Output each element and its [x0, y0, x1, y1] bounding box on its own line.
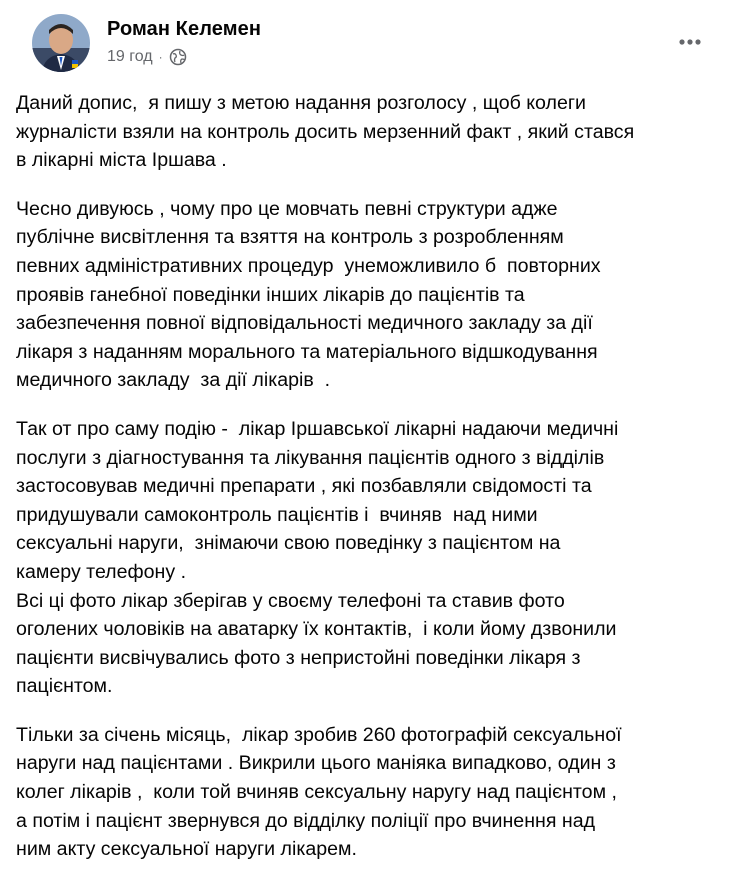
post-paragraph — [16, 721, 724, 864]
author-name[interactable]: Роман Келемен — [107, 18, 262, 40]
paragraph-line: послуги з діагностування та лікування пацієнтів одного з відділів — [16, 446, 605, 469]
paragraph-line: лікаря з наданням морального та матеріального відшкодування — [16, 340, 598, 363]
paragraph-line: певних адміністративних процедур унеможливило б повторних — [16, 254, 601, 277]
paragraph-line: Так от про саму подію - лікар Іршавської лікарні надаючи медичні — [16, 417, 619, 440]
globe-icon — [169, 48, 187, 66]
paragraph-line: в лікарні міста Іршава . — [16, 149, 227, 172]
paragraph-line: Даний допис, я пишу з метою надання розголосу , щоб колеги — [16, 92, 586, 114]
paragraph-line: пацієнти висвічувались фото з непристойні поведінки лікаря з — [16, 646, 581, 669]
paragraph-line: колег лікарів , коли той вчиняв сексуальну наругу над пацієнтом , — [16, 781, 617, 804]
post-paragraph — [16, 195, 724, 395]
more-options-icon — [678, 38, 702, 46]
post-timestamp[interactable]: 19 год — [107, 48, 153, 65]
paragraph-line: придушували самоконтроль пацієнтів і вчиняв над ними — [16, 503, 538, 526]
paragraph-line: пацієнтом. — [16, 675, 113, 698]
post-paragraph — [16, 89, 724, 175]
paragraph-line: журналісти взяли на контроль досить мерзенний факт , який стався — [16, 120, 635, 143]
post-header — [16, 0, 724, 82]
post-meta — [107, 48, 187, 66]
paragraph-line: медичного закладу за дії лікарів . — [16, 369, 331, 392]
paragraph-line: Тільки за січень місяць, лікар зробив 260 фотографій сексуальної — [16, 723, 622, 746]
post-text — [16, 89, 724, 876]
paragraph-line: проявів ганебної поведінки інших лікарів до пацієнтів та — [16, 283, 525, 306]
paragraph-line: оголених чоловіків на аватарку їх контактів, і коли йому дзвонили — [16, 618, 617, 641]
more-options-button[interactable] — [672, 24, 708, 60]
paragraph-line: ним акту сексуальної наруги лікарем. — [16, 838, 357, 861]
paragraph-line: сексуальні наруги, знімаючи свою поведінку з пацієнтом на — [16, 532, 561, 555]
paragraph-line: забезпечення повної відповідальності медичного закладу за дії — [16, 312, 593, 335]
paragraph-line: а потім і пацієнт звернувся до відділку поліції про вчинення над — [16, 809, 596, 832]
paragraph-line: Чесно дивуюсь , чому про це мовчать певні структури адже — [16, 197, 558, 220]
post-paragraph — [16, 415, 724, 701]
paragraph-line: наруги над пацієнтами . Викрили цього маніяка випадково, один з — [16, 752, 616, 775]
paragraph-line: Всі ці фото лікар зберігав у своєму телефоні та ставив фото — [16, 589, 565, 612]
paragraph-line: застосовував медичні препарати , які позбавляли свідомості та — [16, 475, 592, 498]
paragraph-line: камеру телефону . — [16, 560, 187, 583]
avatar[interactable] — [32, 14, 90, 72]
profile-photo — [32, 14, 90, 72]
paragraph-line: публічне висвітлення та взяття на контроль з розробленням — [16, 226, 564, 249]
meta-separator: · — [158, 50, 163, 64]
